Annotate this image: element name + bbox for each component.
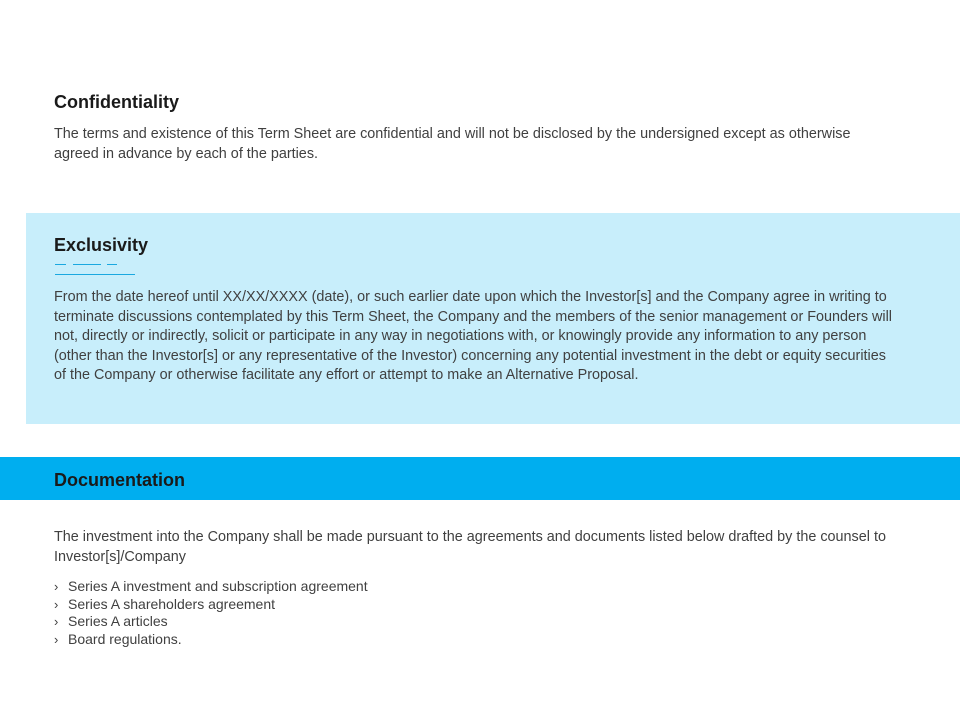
list-item	[54, 596, 368, 614]
list-item-label: Board regulations.	[68, 630, 182, 647]
list-item-label: Series A shareholders agreement	[68, 595, 276, 612]
list-item	[54, 578, 368, 596]
decorative-underline	[55, 262, 137, 276]
documentation-heading: Documentation	[54, 470, 186, 490]
list-item-label: Series A articles	[68, 613, 168, 629]
chevron-right-icon: ›	[54, 614, 59, 629]
list-item	[54, 613, 368, 631]
list-item	[54, 631, 368, 649]
list-item-label: Series A investment and subscription agreement	[68, 578, 368, 594]
documentation-text: The investment into the Company shall be made pursuant to the agreements and documents listed below drafted by the counsel to Investor[s]/Company	[54, 529, 886, 565]
chevron-right-icon: ›	[54, 579, 59, 594]
confidentiality-text: The terms and existence of this Term Sheet are confidential and will not be disclosed by the undersigned except as otherwise agreed in advance by each of the parties.	[54, 126, 851, 162]
exclusivity-heading: Exclusivity	[54, 235, 149, 255]
chevron-right-icon: ›	[54, 596, 59, 612]
documentation-list	[54, 578, 368, 648]
chevron-right-icon: ›	[54, 631, 59, 647]
exclusivity-text: From the date hereof until XX/XX/XXXX (date), or such earlier date upon which the Investor[s] and the Company agree in writing to terminate discussions contemplated by this Term Sheet, the Company and the members of the senior management or Founders will not, directly or indirectly, solicit or participate in any way in negotiations with, or knowingly provide any information to any person (other than the Investor[s] or any representative of the Investor) concerning any potential investment in the debt or equity securities of the Company or otherwise facilitate any effort or attempt to make an Alternative Proposal.	[54, 289, 893, 383]
confidentiality-heading: Confidentiality	[54, 92, 179, 112]
